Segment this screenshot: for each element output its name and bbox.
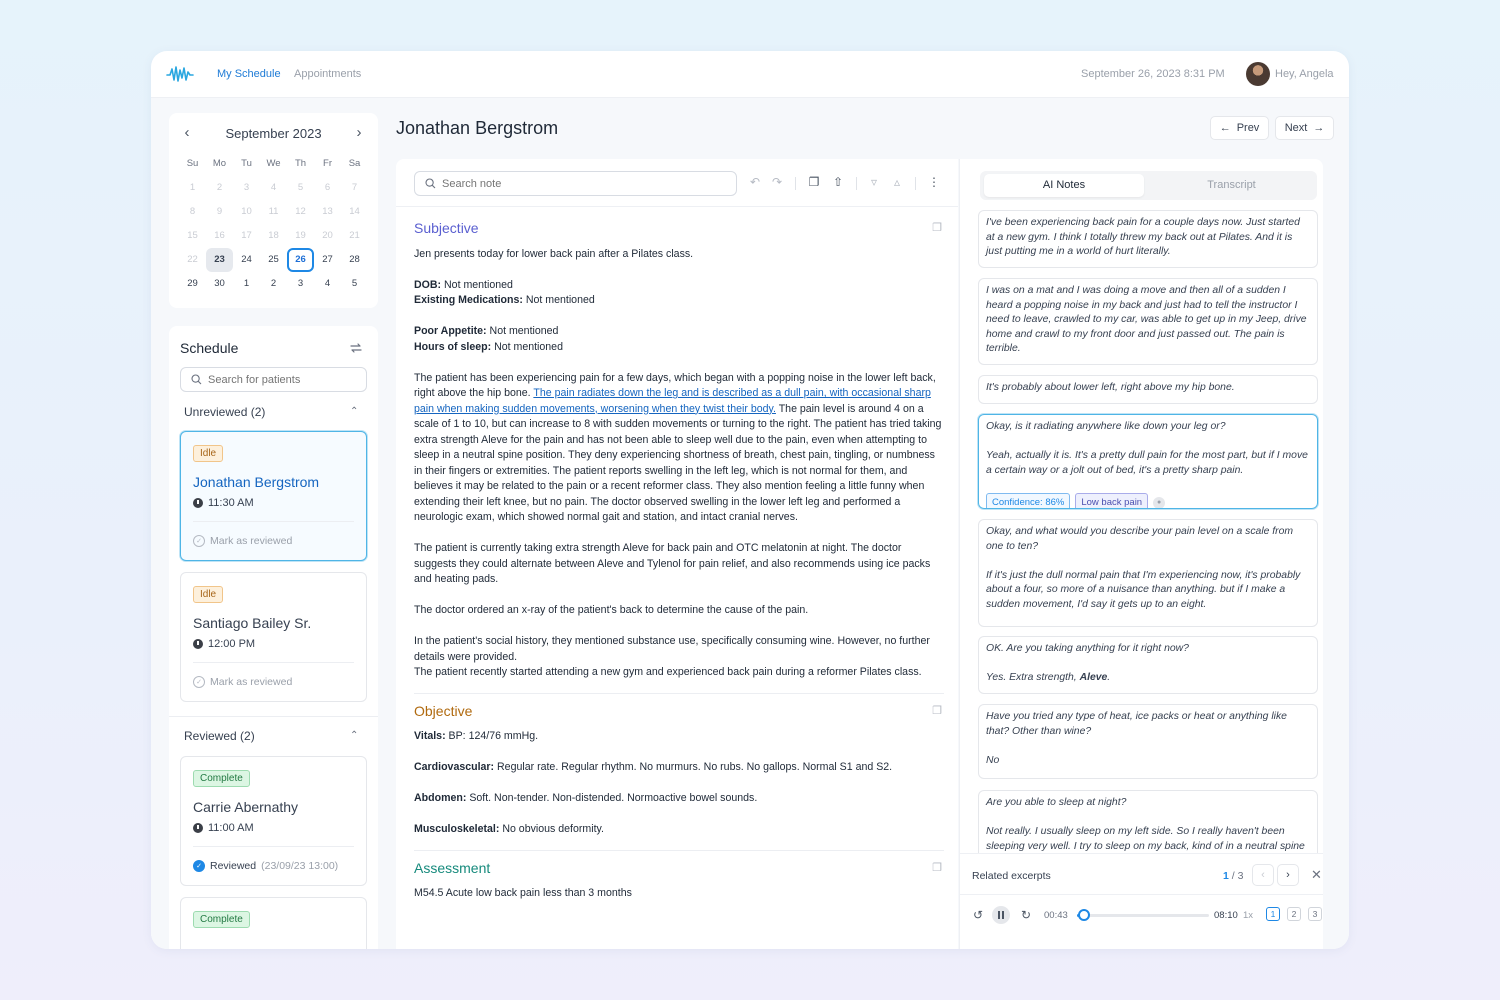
appointment-time (193, 497, 254, 509)
excerpt-answer: Not really. I usually sleep on my left side. So I really haven't been sleeping very well. I try to sleep on my back, kind of in a neutral spine (986, 826, 1305, 852)
calendar-grid (179, 156, 369, 296)
excerpt-answer: Yeah, actually it is. It's a pretty dull pain for the most part, but if I move a certain way or a jolt out of bed, it's a pretty sharp pain. (986, 450, 1308, 476)
toolbar-divider-line (396, 206, 958, 207)
assessment-title: Assessment (414, 859, 491, 876)
sync-icon[interactable] (349, 341, 363, 355)
musculoskeletal-value: No obvious deformity. (499, 823, 604, 835)
history-text-b: The pain level is around 4 on a scale of 1 to 10, but can increase to 8 with sudden movements or turning to the right. The patient has tried taking extra strength Aleve for the pain and has not been able to sleep well due to the pain, even when attempting to sleep in a neutral spine position. They deny experiencing shortness of breath, chest pain, tingling, or numbness in their fingers or extremities. The patient reports swelling in the left leg, which is not normal for them, and believes it may be related to the pain or a recent reformer class. They also mention feeling a little funny when extending their left knee, but no pain. The doctor observed swelling in the lower left leg and performed a neurologic exam, which showed normal gait and station, and intact cranial nerves. (414, 402, 942, 523)
calendar-day[interactable]: 16 (214, 230, 225, 241)
transcript-excerpt[interactable] (978, 636, 1318, 694)
next-button[interactable] (1275, 116, 1334, 140)
toolbar-divider (795, 177, 796, 190)
musculoskeletal-line (414, 822, 944, 838)
assessment-header (414, 861, 944, 877)
excerpt-question: Are you able to sleep at night? (986, 797, 1127, 808)
patient-name: Jonathan Bergstrom (193, 474, 320, 490)
card-divider (193, 521, 354, 522)
nav-my-schedule[interactable]: My Schedule (217, 68, 281, 80)
note-content (414, 217, 944, 902)
calendar-day[interactable]: 20 (322, 230, 333, 241)
transcript-excerpt[interactable] (978, 375, 1318, 404)
calendar-day[interactable]: 8 (189, 206, 196, 217)
excerpt-question: Okay, and what would you describe your pain level on a scale from one to ten? (986, 526, 1294, 552)
related-current: 1 (1223, 870, 1229, 882)
copy-section-icon[interactable]: ❐ (932, 222, 942, 234)
excerpt-question: OK. Are you taking anything for it right now? (986, 643, 1189, 654)
check-circle-icon: ✓ (193, 676, 205, 688)
history-paragraph (414, 371, 944, 526)
status-badge: Idle (193, 586, 223, 603)
sleep-line (414, 340, 944, 356)
transcript-excerpt[interactable] (978, 278, 1318, 365)
dob-value: Not mentioned (441, 278, 513, 291)
appointment-time-text: 11:00 AM (208, 822, 254, 834)
audio-scrubber-handle[interactable] (1078, 909, 1090, 921)
status-badge: Complete (193, 911, 250, 928)
appetite-label: Poor Appetite: (414, 325, 487, 337)
rewind-icon[interactable]: ↺ (972, 908, 984, 922)
musculoskeletal-label: Musculoskeletal: (414, 823, 500, 835)
arrow-left-icon: ← (1219, 122, 1231, 134)
excerpt-answer (986, 671, 1311, 686)
calendar-day[interactable]: 22 (187, 254, 198, 265)
calendar-day[interactable]: 25 (268, 254, 279, 265)
calendar-day[interactable]: 15 (187, 230, 198, 241)
patient-card-carrie-abernathy[interactable] (180, 756, 367, 886)
current-time: 00:43 (1044, 910, 1068, 921)
ai-notes-panel (959, 159, 1323, 949)
comment-icon[interactable]: ● (1153, 497, 1165, 509)
calendar-weekday: Th (294, 158, 307, 169)
undo-icon[interactable]: ↶ (749, 175, 761, 189)
calendar-day[interactable]: 21 (349, 230, 360, 241)
transcript-excerpt[interactable] (978, 519, 1318, 627)
app-window (151, 51, 1349, 949)
patient-search-input[interactable] (208, 374, 358, 386)
next-excerpt-chevron-icon[interactable]: › (1277, 864, 1299, 886)
speaker-3-button[interactable]: 3 (1308, 907, 1322, 921)
excerpt-text: It's probably about lower left, right above my hip bone. (986, 382, 1235, 393)
calendar-day[interactable]: 4 (270, 182, 277, 193)
user-greeting[interactable]: Hey, Angela (1275, 68, 1334, 80)
related-excerpts-bar (960, 853, 1323, 949)
answer-text: Yes. Extra strength, (986, 672, 1080, 684)
prev-excerpt-chevron-icon[interactable]: ‹ (1252, 864, 1274, 886)
subjective-intro: Jen presents today for lower back pain after a Pilates class. (414, 247, 694, 260)
mark-as-reviewed-label: Mark as reviewed (210, 676, 293, 688)
calendar-day[interactable]: 14 (349, 206, 360, 217)
vitals-line (414, 729, 944, 745)
cardiovascular-label: Cardiovascular: (414, 761, 495, 773)
status-badge: Idle (193, 445, 223, 462)
clock-icon (193, 823, 203, 833)
abdomen-label: Abdomen: (414, 792, 467, 804)
calendar-day[interactable]: 2 (270, 278, 277, 289)
close-icon[interactable]: ✕ (1311, 867, 1322, 882)
calendar-day[interactable]: 29 (187, 278, 198, 289)
toolbar-divider (856, 177, 857, 190)
playback-speed[interactable]: 1x (1243, 910, 1254, 921)
calendar-day[interactable]: 18 (268, 230, 279, 241)
sleep-label: Hours of sleep: (414, 340, 492, 353)
calendar-day[interactable]: 10 (241, 206, 252, 217)
thumbs-up-icon[interactable]: ▵ (893, 175, 901, 189)
current-datetime: September 26, 2023 8:31 PM (1081, 68, 1225, 80)
forward-icon[interactable]: ↻ (1020, 908, 1032, 922)
highlighted-excerpt-link[interactable]: The pain radiates down the leg and is described as a dull pain, with occasional sharp pain when making sudden movements, worsening when they twist their body. (414, 387, 931, 415)
excerpt-text: I was on a mat and I was doing a move and then all of a sudden I heard a popping noise in my back and just had to tell the instructor I need to leave, crawled to my car, was able to get up in my Jeep, drive home and crawl to my front door and just passed out. The pain is terrible. (986, 285, 1307, 355)
topic-tag[interactable]: Low back pain (1075, 493, 1148, 509)
dob-label: DOB: (414, 278, 442, 291)
appointment-time (193, 638, 255, 650)
calendar-weekday: Su (186, 158, 199, 169)
calendar-day[interactable]: 13 (322, 206, 333, 217)
calendar-day[interactable]: 2 (216, 182, 223, 193)
appetite-line (414, 324, 944, 340)
subjective-title: Subjective (414, 220, 479, 236)
patient-search-field[interactable] (180, 367, 367, 392)
clock-icon (193, 498, 203, 508)
calendar-day[interactable]: 12 (295, 206, 306, 217)
gym-paragraph: The patient recently started attending a new gym and experienced back pain during a reformer Pilates class. (414, 666, 922, 678)
calendar-day[interactable]: 7 (351, 182, 358, 193)
assessment-line: M54.5 Acute low back pain less than 3 months (414, 887, 632, 899)
imaging-paragraph: The doctor ordered an x-ray of the patient's back to determine the cause of the pain. (414, 604, 809, 616)
copy-section-icon[interactable]: ❐ (932, 861, 942, 874)
clinical-note-panel (396, 159, 958, 949)
reviewed-status (193, 860, 338, 872)
waveform-logo-icon[interactable] (166, 64, 194, 84)
calendar-weekday: Mo (212, 158, 227, 169)
abdomen-line (414, 791, 944, 807)
medications-value: Not mentioned (522, 294, 595, 306)
tab-ai-notes[interactable]: AI Notes (984, 174, 1144, 197)
answer-end: . (1107, 672, 1111, 684)
calendar-day[interactable]: 23 (206, 248, 233, 272)
mark-as-reviewed-button[interactable] (193, 535, 292, 547)
top-bar (151, 51, 1349, 98)
main-area (151, 98, 1349, 949)
calendar-day[interactable]: 1 (189, 182, 196, 193)
cardiovascular-value: Regular rate. Regular rhythm. No murmurs. No rubs. No gallops. Normal S1 and S2. (494, 761, 893, 773)
appointment-time (193, 822, 254, 834)
search-icon (425, 178, 436, 189)
abdomen-value: Soft. Non-tender. Non-distended. Normoactive bowel sounds. (466, 792, 758, 804)
calendar-day[interactable]: 9 (216, 206, 223, 217)
search-icon (191, 374, 202, 385)
calendar-day[interactable]: 3 (297, 278, 304, 289)
history-text-a: The patient has been experiencing pain for a few days, which began with a popping noise in the lower left back, right above the hip bone. (414, 371, 936, 399)
cardiovascular-line (414, 760, 944, 776)
patient-name: Santiago Bailey Sr. (193, 615, 312, 631)
section-divider (414, 850, 944, 851)
transcript-excerpt[interactable] (978, 210, 1318, 268)
excerpt-text: I've been experiencing back pain for a couple days now. Just started at a new gym. I think I totally threw my back out at Pilates. And it is just putting me in a world of hurt literally. (986, 217, 1300, 258)
chevron-up-icon[interactable]: ⌃ (350, 406, 359, 417)
appointment-time-text: 12:00 PM (208, 638, 256, 650)
group-divider (169, 716, 378, 717)
calendar-weekday: Fr (323, 158, 332, 169)
toolbar-divider (915, 177, 916, 190)
medications-line (414, 293, 944, 309)
schedule-panel (169, 326, 378, 949)
mark-as-reviewed-label: Mark as reviewed (210, 535, 293, 547)
excerpt-answer: If it's just the dull normal pain that I'm experiencing now, it's probably about a four, so more of a nuisance than anything. but if I make a sudden movement, I'd say it gets up to an eight. (986, 569, 1301, 610)
audio-player (960, 894, 1323, 949)
excerpt-question: Okay, is it radiating anywhere like down your leg or? (986, 421, 1226, 432)
copy-section-icon[interactable]: ❐ (932, 704, 942, 717)
total-time: 08:10 (1214, 910, 1238, 921)
calendar-day[interactable]: 5 (297, 182, 304, 193)
next-label: Next (1284, 122, 1308, 134)
calendar-day[interactable]: 26 (287, 248, 314, 272)
calendar-day[interactable]: 28 (349, 254, 360, 265)
confidence-badge: Confidence: 86% (986, 493, 1070, 509)
transcript-excerpt[interactable] (978, 704, 1318, 779)
nav-appointments[interactable]: Appointments (294, 68, 362, 80)
patient-card-santiago-bailey[interactable] (180, 572, 367, 702)
medication-paragraph: The patient is currently taking extra strength Aleve for back pain and OTC melatonin at night. The doctor suggests they could alternate between Aleve and Tylenol for pain relief, and also recommends using ice packs and heating pads. (414, 542, 931, 585)
objective-header (414, 704, 944, 720)
arrow-right-icon: → (1313, 122, 1325, 134)
check-circle-icon: ✓ (193, 535, 205, 547)
card-divider (193, 662, 354, 663)
subjective-header (414, 221, 944, 237)
dob-line (414, 278, 944, 294)
appetite-value: Not mentioned (486, 325, 559, 337)
more-vertical-icon[interactable]: ⋮ (928, 175, 940, 189)
check-circle-filled-icon: ✓ (193, 860, 205, 872)
calendar-weekday: Sa (348, 158, 361, 169)
related-excerpts-counter (1223, 870, 1243, 882)
calendar-weekday: Tu (241, 158, 252, 169)
medications-label: Existing Medications: (414, 294, 523, 306)
calendar-day[interactable]: 17 (241, 230, 252, 241)
related-total: / 3 (1231, 870, 1244, 882)
excerpt-tags (986, 493, 1311, 509)
note-search-input[interactable] (442, 178, 722, 190)
note-search-field[interactable] (414, 171, 737, 196)
clock-icon (193, 639, 203, 649)
audio-progress-track[interactable] (1077, 914, 1209, 917)
transcript-excerpt-selected[interactable] (978, 414, 1318, 509)
vitals-value: BP: 124/76 mmHg. (445, 730, 539, 742)
social-history-paragraph: In the patient's social history, they mentioned substance use, specifically consuming wine. However, no further details were provided. (414, 635, 930, 663)
calendar-day[interactable]: 1 (243, 278, 250, 289)
export-icon[interactable]: ⇧ (832, 175, 844, 189)
calendar-day[interactable]: 24 (241, 254, 252, 265)
prev-button[interactable] (1210, 116, 1269, 140)
copy-icon[interactable]: ❐ (808, 175, 820, 189)
calendar-day[interactable]: 4 (324, 278, 331, 289)
prev-label: Prev (1236, 122, 1260, 134)
card-divider (193, 846, 354, 847)
related-excerpts-label: Related excerpts (972, 870, 1051, 882)
answer-emphasis: Aleve (1079, 672, 1108, 684)
appointment-time-text: 11:30 AM (208, 497, 254, 509)
speaker-2-button[interactable]: 2 (1287, 907, 1301, 921)
calendar-day[interactable]: 3 (243, 182, 250, 193)
vitals-label: Vitals: (414, 730, 446, 742)
speaker-1-button[interactable]: 1 (1266, 907, 1280, 921)
reviewed-label: Reviewed (210, 860, 257, 872)
reviewed-timestamp: (23/09/23 13:00) (261, 860, 339, 872)
user-avatar[interactable] (1246, 62, 1270, 86)
sleep-value: Not mentioned (491, 340, 563, 353)
calendar-day[interactable]: 5 (351, 278, 358, 289)
excerpt-question: Have you tried any type of heat, ice packs or heat or anything like that? Other than wine? (986, 711, 1287, 737)
patient-title: Jonathan Bergstrom (396, 118, 559, 138)
calendar-next-month-icon[interactable]: › (356, 124, 362, 141)
calendar-month-label: September 2023 (225, 126, 322, 141)
calendar-day[interactable]: 19 (295, 230, 306, 241)
chevron-up-icon[interactable]: ⌃ (350, 730, 359, 741)
reviewed-group-header[interactable]: Reviewed (2) (184, 729, 255, 743)
calendar-day[interactable]: 6 (324, 182, 331, 193)
calendar (169, 113, 378, 308)
panel-tabs (980, 171, 1317, 200)
section-divider (414, 693, 944, 694)
tab-transcript[interactable]: Transcript (1207, 179, 1256, 191)
thumbs-down-icon[interactable]: ▿ (870, 175, 878, 189)
objective-title: Objective (414, 702, 473, 719)
pause-icon[interactable] (992, 906, 1010, 924)
schedule-title: Schedule (180, 340, 239, 356)
unreviewed-group-header[interactable]: Unreviewed (2) (184, 405, 266, 419)
patient-card-jonathan-bergstrom[interactable] (180, 431, 367, 561)
calendar-day[interactable]: 27 (322, 254, 333, 265)
redo-icon[interactable]: ↷ (771, 175, 783, 189)
calendar-day[interactable]: 30 (214, 278, 225, 289)
patient-name: Carrie Abernathy (193, 799, 299, 815)
status-badge: Complete (193, 770, 250, 787)
calendar-weekday: We (266, 158, 281, 169)
calendar-prev-month-icon[interactable]: ‹ (184, 124, 190, 141)
excerpt-answer: No (986, 754, 1000, 766)
patient-card-partial[interactable] (180, 897, 367, 949)
mark-as-reviewed-button[interactable] (193, 676, 292, 688)
calendar-day[interactable]: 11 (268, 206, 279, 217)
